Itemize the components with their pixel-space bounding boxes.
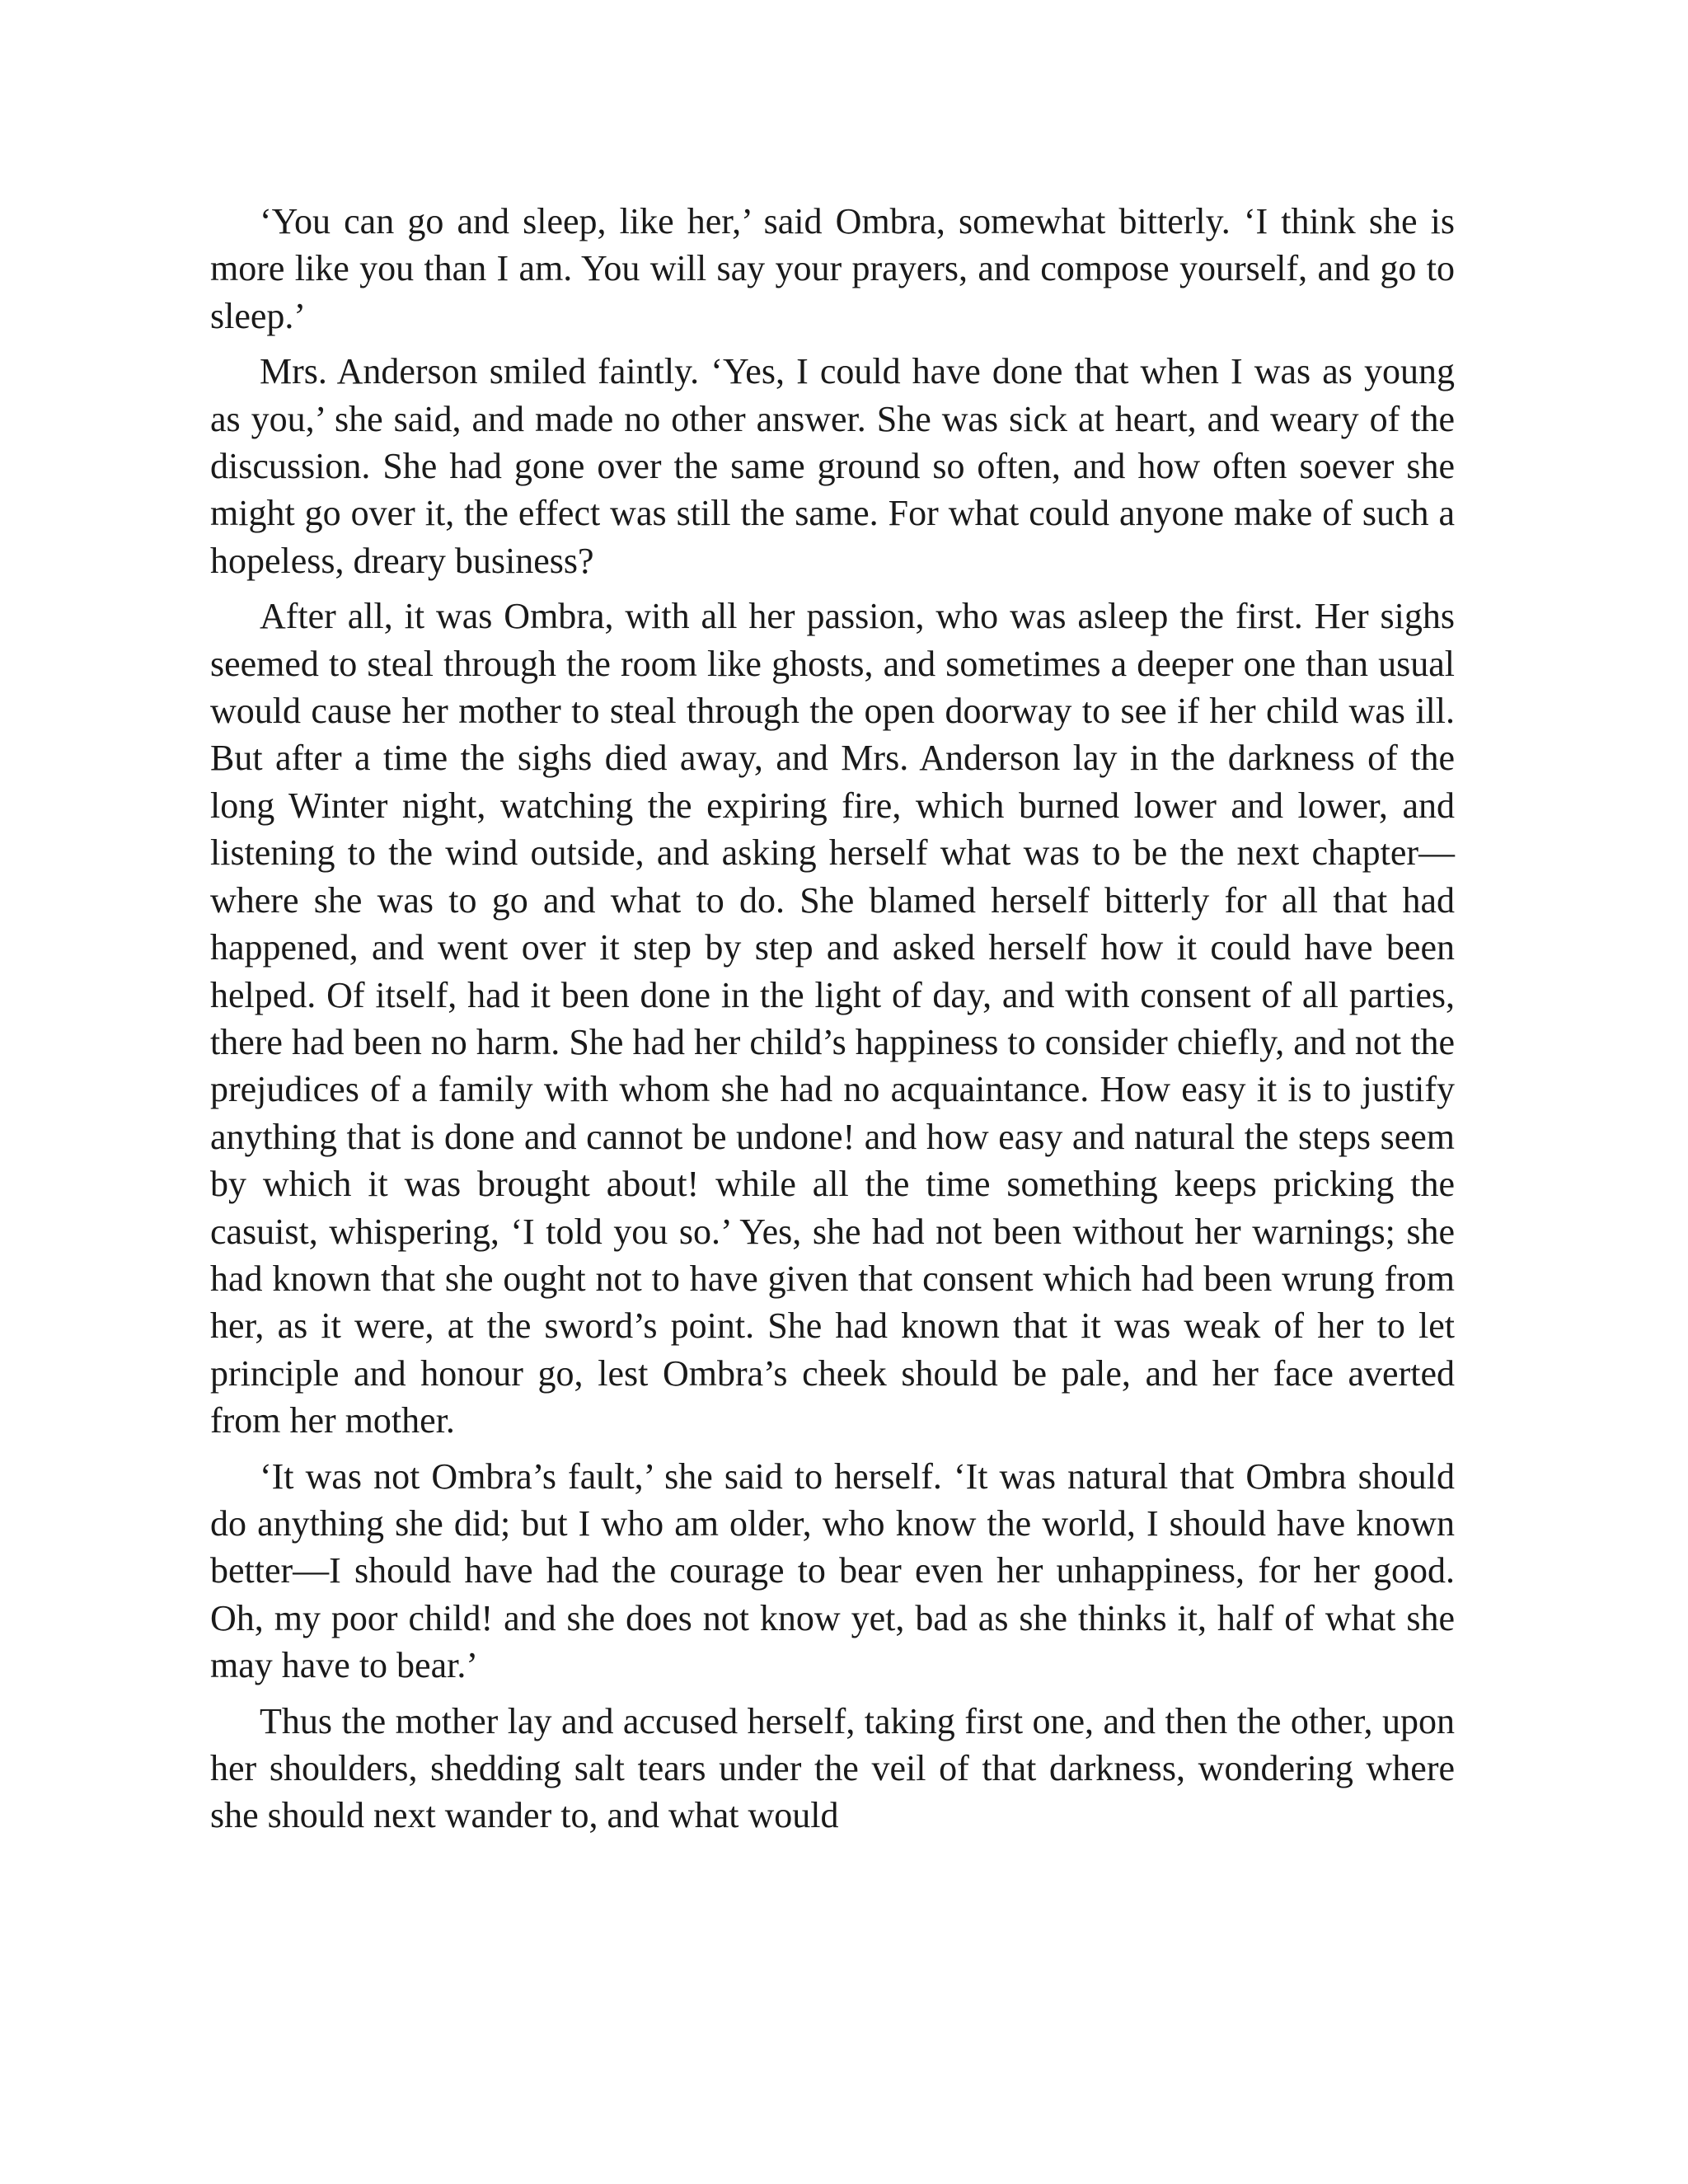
paragraph-4: ‘It was not Ombra’s fault,’ she said to herself. ‘It was natural that Ombra should do anything she did; but I who am older, who know the world, I should have known better—I should have had the courage to bear even her unhappiness, for her good. Oh, my poor child! and she does not know yet, bad as she thinks it, half of what she may have to bear.’ [210, 1455, 1455, 1686]
paragraph-3: After all, it was Ombra, with all her passion, who was asleep the first. Her sighs seemed to steal through the room like ghosts, and sometimes a deeper one than usual would cause her mother to steal through the open doorway to see if her child was ill. But after a time the sighs died away, and Mrs. Anderson lay in the darkness of the long Winter night, watching the expiring fire, which burned lower and lower, and listening to the wind outside, and asking herself what was to be the next chapter—where she was to go and what to do. She blamed herself bitterly for all that had happened, and went over it step by step and asked herself how it could have been helped. Of itself, had it been done in the light of day, and with consent of all parties, there had been no harm. She had her child’s happiness to consider chiefly, and not the prejudices of a family with whom she had no acquaintance. How easy it is to justify anything that is done and cannot be undone! and how easy and natural the steps seem by which it was brought about! while all the time something keeps pricking the casuist, whispering, ‘I told you so.’ Yes, she had not been without her warnings; she had known that she ought not to have given that consent which had been wrung from her, as it were, at the sword’s point. She had known that it was weak of her to let principle and honour go, lest Ombra’s cheek should be pale, and her face averted from her mother. [210, 596, 1455, 1441]
paragraph-5: Thus the mother lay and accused herself, taking first one, and then the other, upon her shoulders, shedding salt tears under the veil of that darkness, wondering where she should next wander to, and what would [210, 1700, 1455, 1836]
paragraph-2: Mrs. Anderson smiled faintly. ‘Yes, I could have done that when I was as young as you,’ she said, and made no other answer. She was sick at heart, and weary of the discussion. She had gone over the same ground so often, and how often soever she might go over it, the effect was still the same. For what could anyone make of such a hopeless, dreary business? [210, 351, 1455, 581]
body-text [210, 198, 1455, 1840]
paragraph-1: ‘You can go and sleep, like her,’ said Ombra, somewhat bitterly. ‘I think she is more like you than I am. You will say your prayers, and compose yourself, and go to sleep.’ [210, 201, 1455, 336]
